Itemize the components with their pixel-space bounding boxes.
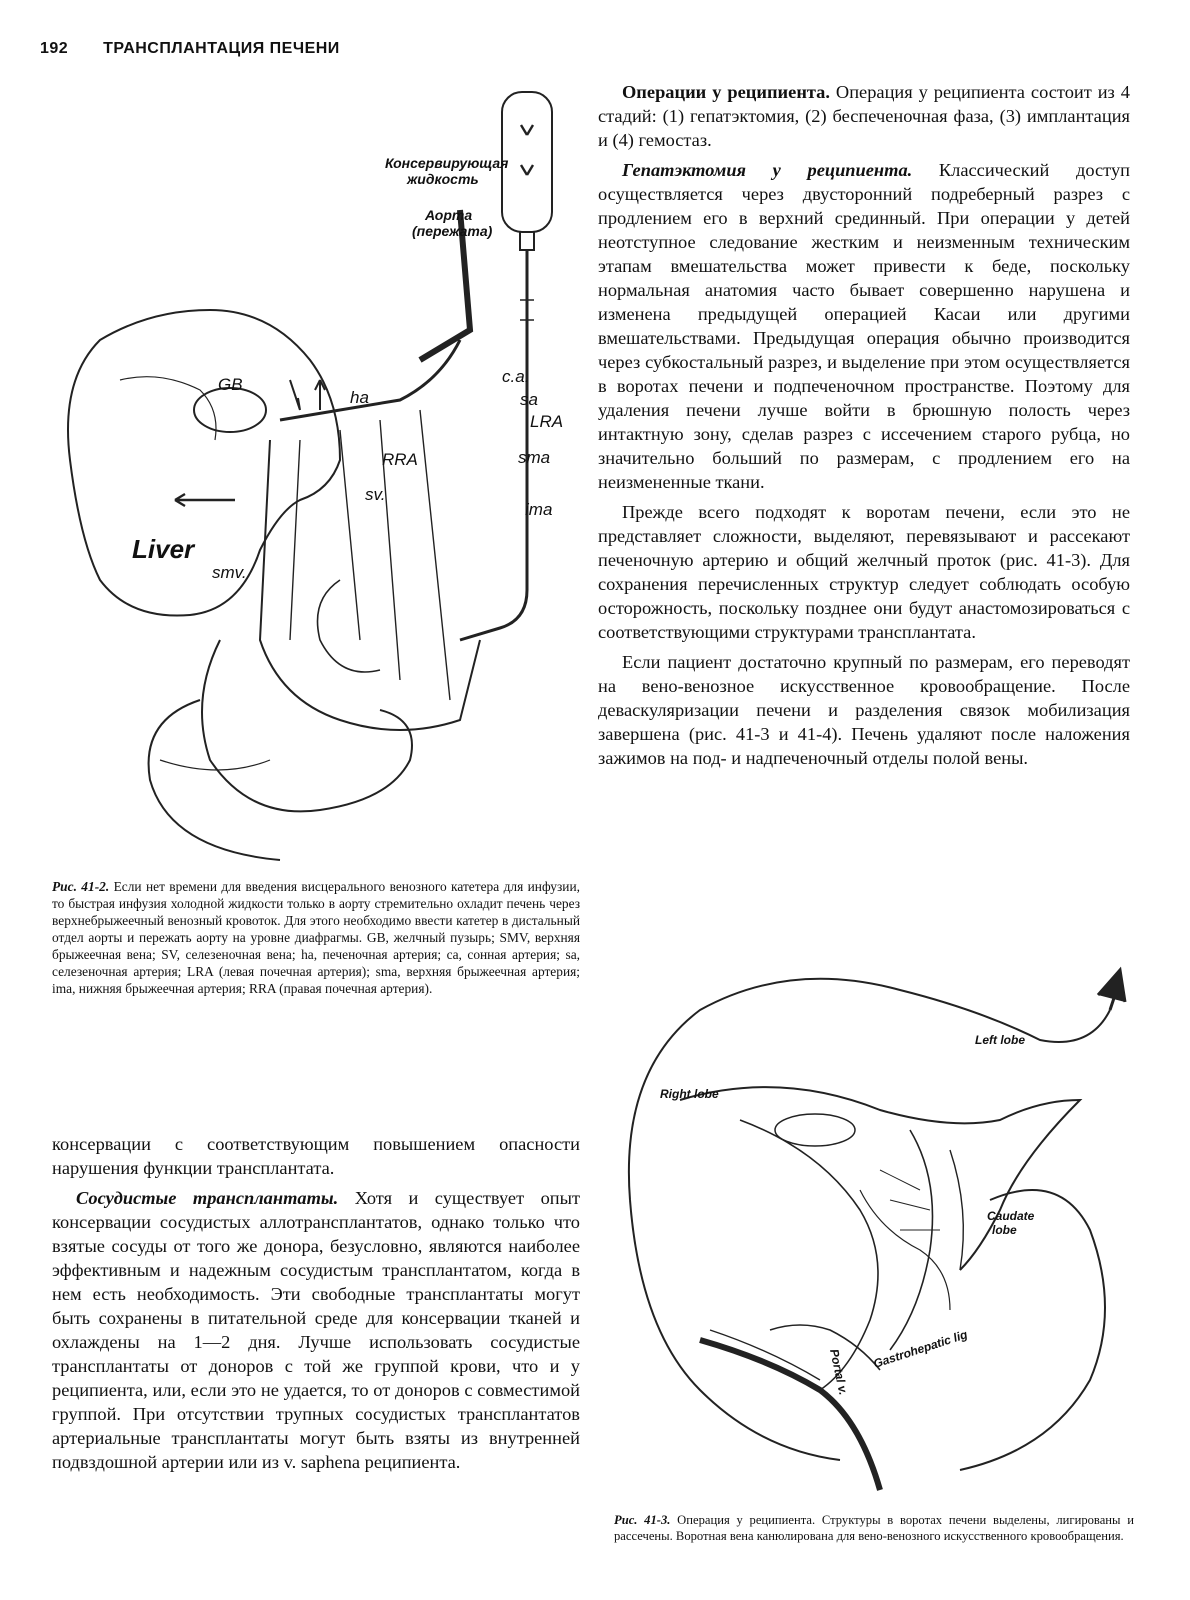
section-heading: Сосудистые трансплантаты. (76, 1188, 339, 1208)
cannula-tube (700, 1340, 880, 1490)
page-number: 192 (40, 40, 69, 57)
figure-41-2-caption (52, 878, 580, 997)
caption-text: Если нет времени для введения висцерального венозного катетера для инфузии, то быстрая инфузия холодной жидкости только в аорту стремительно охладит печень через верхнебрыжеечный венозный кровоток. Для этого необходимо ввести катетер в дистальный отдел аорты и пережать аорту на уровне диафрагмы. GB, желчный пузырь; SMV, верхняя брыжеечная вена; SV, селезеночная вена; ha, печеночная артерия; ca, сонная артерия; sa, селезеночная артерия; LRA (левая почечная артерия); sma, верхняя брыжеечная артерия; ima, нижняя брыжеечная артерия; RRA (правая почечная артерия). (52, 879, 580, 996)
left-column-text (52, 1132, 580, 1480)
right-column-text (598, 80, 1130, 776)
arrow-icon (1098, 970, 1125, 1002)
running-header (40, 40, 340, 58)
label-smv: smv. (212, 563, 247, 582)
label-fluid-1: Консервирующая (385, 155, 509, 171)
label-caudate-1: Caudate (987, 1209, 1035, 1223)
paragraph-text: Классический доступ осуществляется через двусторонний подреберный разрез с продлением его в верхний срединный. При операции у детей неотступное следование жестким и неизменным техническим этапам вмешательства может привести к беде, поскольку нормальная анатомия часто бывает совершенно нарушена и изменена предыдущей операцией Касаи или другими вмешательствами. Предыдущая операция обычно производится через субкостальный разрез, и выделение при этом осуществляется в воротах печени и подпеченочном пространстве. Поэтому для удаления печени лучше войти в брюшную полость через интактную зону, сделав разрез с иссечением старого рубца, но значительно больший по размерам, с продлением его на неизмененные ткани. (598, 160, 1130, 492)
label-gastrohepatic: Gastrohepatic lig (871, 1327, 970, 1371)
label-aorta-2: (пережата) (412, 223, 493, 239)
label-caudate-2: lobe (992, 1223, 1017, 1237)
label-rra: RRA (382, 450, 418, 469)
label-gb: GB (218, 375, 243, 394)
figure-41-3-svg (620, 950, 1140, 1510)
label-fluid-2: жидкость (407, 171, 479, 187)
label-ima: ima (525, 500, 553, 519)
label-portal: Portal v. (827, 1347, 851, 1397)
label-ca: c.a. (502, 367, 530, 386)
stomach-outline (960, 1190, 1105, 1470)
paragraph (52, 1186, 580, 1474)
gallbladder-shape (194, 388, 266, 432)
label-left-lobe: Left lobe (975, 1033, 1025, 1047)
label-aorta-1: Аорта (425, 207, 473, 223)
label-sma: sma (518, 448, 551, 467)
paragraph-text: Хотя и существует опыт консервации сосудистых аллотрансплантатов, однако только что взятые сосуды от того же донора, безусловно, являются наиболее эффективным и надежным сосудистым трансплантатом, когда в нем есть необходимость. Эти свободные трансплантаты могут быть сохранены в питательной среде для консервации тканей и охлаждены на 1—2 дня. Лучше использовать сосудистые трансплантаты от доноров с той же группой крови, что и у реципиента, или, если это не удается, то от доноров с совместимой группой. При отсутствии трупных сосудистых трансплантатов артериальные трансплантаты могут быть взяты из внутренней подвздошной артерии или из v. saphena реципиента. (52, 1188, 581, 1472)
bottle-neck (520, 232, 534, 250)
label-liver: Liver (132, 534, 195, 564)
label-sv: sv. (365, 485, 386, 504)
section-heading: Гепатэктомия у реципиента. (622, 160, 913, 180)
running-title: ТРАНСПЛАНТАЦИЯ ПЕЧЕНИ (103, 40, 340, 57)
paragraph (598, 158, 1130, 494)
paragraph: Если пациент достаточно крупный по размерам, его переводят на вено-венозное искусственное кровообращение. После деваскуляризации печени и разделения связок мобилизация завершена (рис. 41-3 и 41-4). Печень удаляют после наложения зажимов на под- и надпеченочный отделы полой вены. (598, 652, 1130, 768)
caption-label: Рис. 41-2. (52, 879, 110, 894)
label-lra: LRA (530, 412, 564, 431)
paragraph (598, 80, 1130, 152)
infusion-bottle (502, 92, 552, 232)
figure-41-2-illustration (40, 80, 580, 880)
paragraph-text: Операция у реципиента состоит из 4 стадий: (1) гепатэктомия, (2) беспеченочная фаза, (3) имплантация и (4) гемостаз. (598, 82, 1130, 150)
label-right-lobe: Right lobe (660, 1087, 719, 1101)
paragraph: Прежде всего подходят к воротам печени, если это не представляет сложности, выделяют, перевязывают и рассекают печеночную артерию и общий желчный проток (рис. 41-3). Для сохранения перечисленных структур следует соблюдать особую осторожность, поскольку позднее они будут анастомозироваться с соответствующими структурами трансплантата. (598, 502, 1130, 642)
label-ha: ha (350, 388, 369, 407)
figure-41-3-illustration (620, 950, 1140, 1510)
label-sa: sa (520, 390, 538, 409)
section-heading: Операции у реципиента. (622, 82, 830, 102)
caption-text: Операция у реципиента. Структуры в воротах печени выделены, лигированы и рассечены. Воротная вена канюлирована для вено-венозного искусственного кровообращения. (614, 1513, 1134, 1543)
paragraph: консервации с соответствующим повышением опасности нарушения функции трансплантата. (52, 1134, 580, 1178)
figure-41-2-svg (40, 80, 580, 880)
figure-41-3-caption (614, 1512, 1134, 1544)
caption-label: Рис. 41-3. (614, 1513, 671, 1527)
